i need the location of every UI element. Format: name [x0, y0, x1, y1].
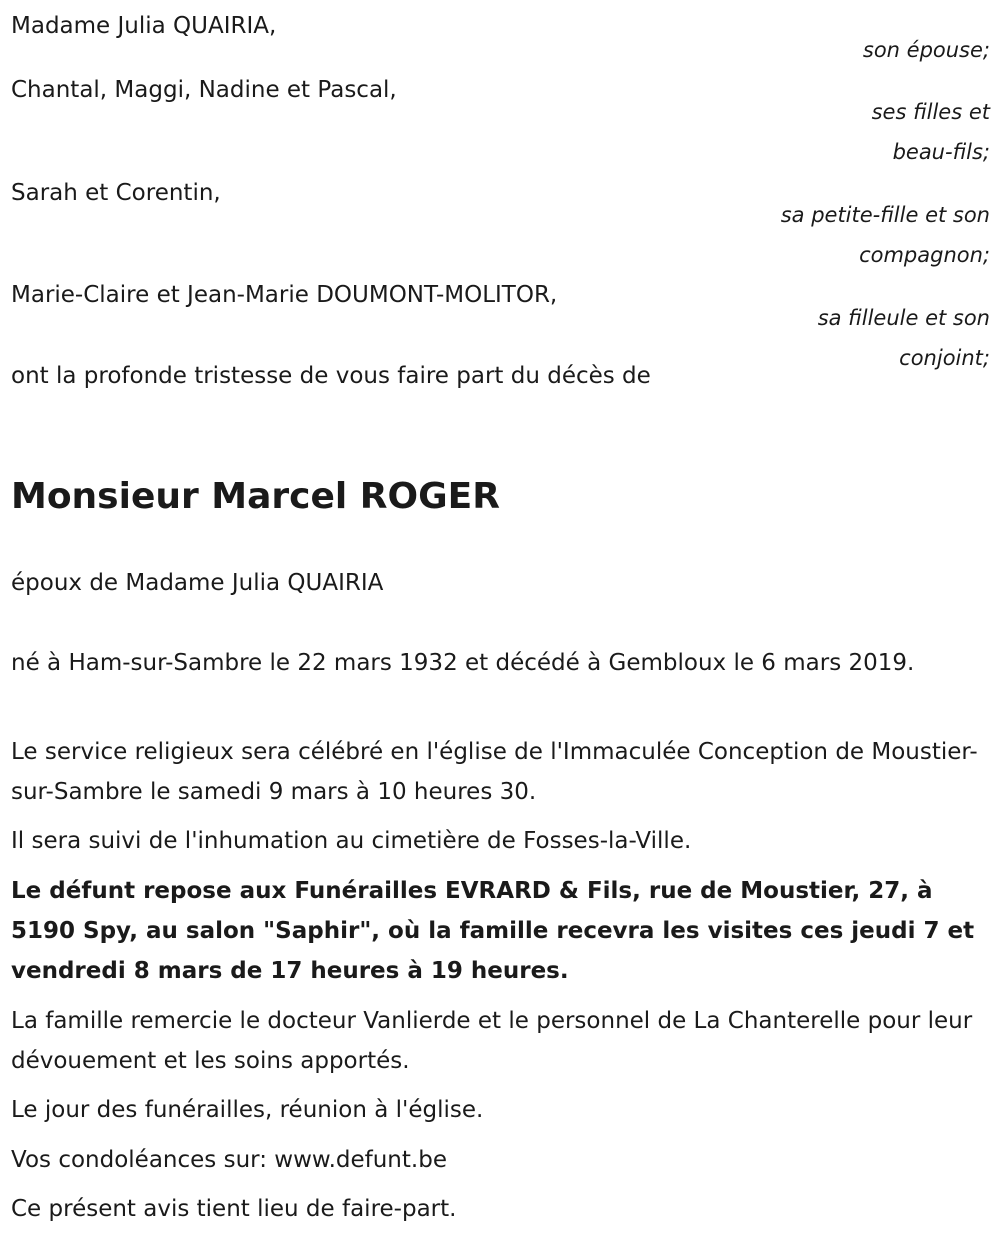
relation-granddaughter-line-1: sa petite-fille et son [780, 203, 990, 227]
intro-text: ont la profonde tristesse de vous faire part du décès de [11, 363, 651, 389]
family-member-spouse: Madame Julia QUAIRIA, [11, 13, 277, 39]
meeting-paragraph: Le jour des funérailles, réunion à l'église. [11, 1097, 484, 1123]
thanks-paragraph: La famille remercie le docteur Vanlierde et le personnel de La Chanterelle pour leur dévouement et les soins apportés. [11, 1008, 973, 1074]
notice-paragraph: Ce présent avis tient lieu de faire-part. [11, 1196, 457, 1222]
relation-goddaughter-line-1: sa filleule et son [817, 306, 990, 330]
relation-spouse: son épouse; [862, 38, 990, 62]
family-member-daughters: Chantal, Maggi, Nadine et Pascal, [11, 77, 397, 103]
family-member-granddaughter: Sarah et Corentin, [11, 180, 221, 206]
birth-death-paragraph: né à Ham-sur-Sambre le 22 mars 1932 et décédé à Gembloux le 6 mars 2019. [11, 650, 915, 676]
relation-goddaughter-line-2: conjoint; [899, 346, 990, 370]
condolences-paragraph: Vos condoléances sur: www.defunt.be [11, 1147, 447, 1173]
relation-granddaughter-line-2: compagnon; [859, 243, 990, 267]
spouse-line: époux de Madame Julia QUAIRIA [11, 570, 384, 596]
family-member-goddaughter: Marie-Claire et Jean-Marie DOUMONT-MOLITOR, [11, 282, 558, 308]
relation-daughters-line-2: beau-fils; [892, 140, 990, 164]
deceased-name: Monsieur Marcel ROGER [11, 476, 500, 517]
relation-daughters-line-1: ses filles et [871, 100, 990, 124]
service-paragraph: Le service religieux sera célébré en l'église de l'Immaculée Conception de Moustier-sur-Sambre le samedi 9 mars à 10 heures 30. [11, 739, 978, 805]
burial-paragraph: Il sera suivi de l'inhumation au cimetière de Fosses-la-Ville. [11, 828, 692, 854]
visitation-paragraph: Le défunt repose aux Funérailles EVRARD & Fils, rue de Moustier, 27, à 5190 Spy, au salon "Saphir", où la famille recevra les visites ces jeudi 7 et vendredi 8 mars de 17 heures à 19 heures. [11, 878, 975, 984]
